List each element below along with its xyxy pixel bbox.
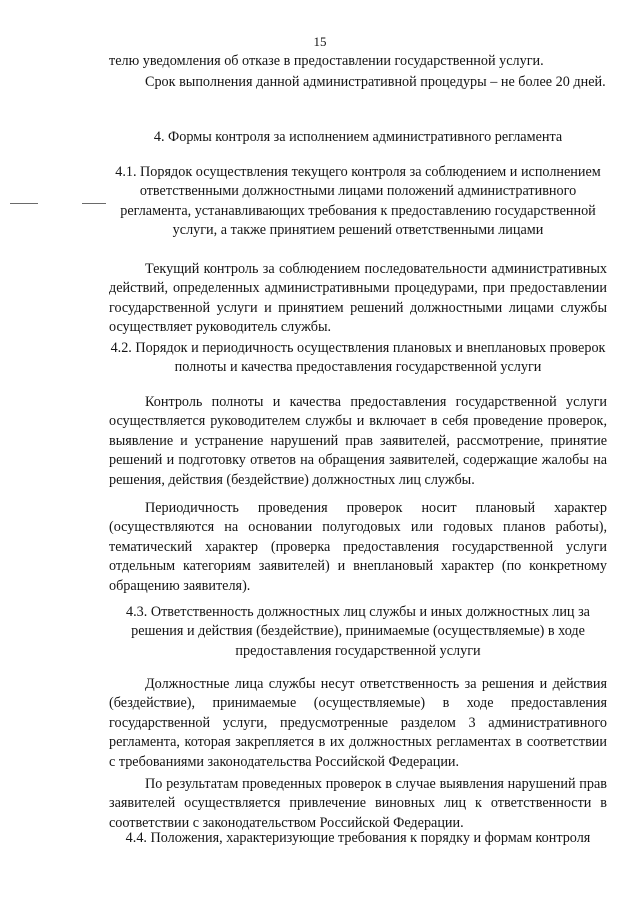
subsection-4-2-heading: 4.2. Порядок и периодичность осуществления плановых и внеплановых проверок полноты и качества предоставления государственной услуги — [110, 340, 606, 376]
scan-mark — [10, 203, 38, 204]
subsection-4-4-heading: 4.4. Положения, характеризующие требования к порядку и формам контроля — [125, 830, 591, 846]
paragraph-responsibility: Должностные лица службы несут ответственность за решения и действия (бездействие), принимаемые (осуществляемые) в ходе предоставления государственной услуги, предусмотренные разделом 3 административного регламента, которая закрепляется в их должностных регламентах в соответствии с требованиями законодательства Российской Федерации. — [109, 676, 607, 770]
page-number: 15 — [313, 34, 327, 49]
paragraph-violations: По результатам проведенных проверок в случае выявления нарушений прав заявителей осуществляется привлечение виновных лиц к ответственности в соответствии с законодательством Российской Федерации. — [109, 776, 607, 831]
paragraph-continuation: телю уведомления об отказе в предоставлении государственной услуги. — [109, 53, 544, 69]
section-4-heading: 4. Формы контроля за исполнением административного регламента — [153, 129, 563, 145]
paragraph-deadline: Срок выполнения данной административной процедуры – не более 20 дней. — [145, 74, 606, 90]
subsection-4-1-heading: 4.1. Порядок осуществления текущего контроля за соблюдением и исполнением ответственными должностными лицами положений административного регламента, устанавливающих требования к предоставлению государственной услуги, а также принятием решений ответственными лицами — [115, 164, 601, 239]
subsection-4-3-heading: 4.3. Ответственность должностных лиц службы и иных должностных лиц за решения и действия (бездействие), принимаемые (осуществляемые) в ходе предоставления государственной услуги — [126, 604, 590, 659]
paragraph-current-control: Текущий контроль за соблюдением последовательности административных действий, определенных административными процедурами, при предоставлении государственной услуги и принятием решений должностными лицами службы осуществляет руководитель службы. — [109, 261, 607, 336]
scan-mark — [82, 203, 106, 204]
paragraph-periodicity: Периодичность проведения проверок носит плановый характер (осуществляются на основании полугодовых или годовых планов работы), тематический характер (проверка предоставления государственной услуги отдельным категориям заявителей) и внеплановый характер (по конкретному обращению заявителя). — [109, 500, 607, 594]
paragraph-control-quality: Контроль полноты и качества предоставления государственной услуги осуществляется руководителем службы и включает в себя проведение проверок, выявление и устранение нарушений прав заявителей, рассмотрение, принятие решений и подготовку ответов на обращения заявителей, содержащие жалобы на решения, действия (бездействие) должностных лиц службы. — [109, 394, 607, 488]
